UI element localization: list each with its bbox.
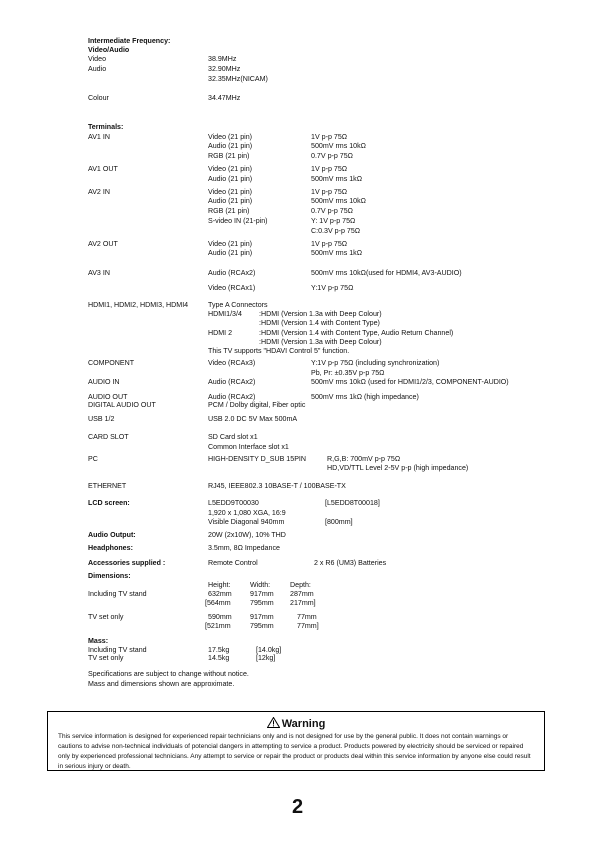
spec-text: Remote Control xyxy=(208,559,258,567)
spec-text: [564mm xyxy=(205,599,231,607)
spec-text: HIGH-DENSITY D_SUB 15PIN xyxy=(208,455,307,463)
spec-text: RGB (21 pin) xyxy=(208,207,250,215)
spec-text: TV set only xyxy=(88,654,124,662)
spec-text: Pb, Pr: ±0.35V p-p 75Ω xyxy=(311,369,385,377)
spec-text: AUDIO IN xyxy=(88,378,120,386)
spec-text: SD Card slot x1 xyxy=(208,433,258,441)
spec-text: 500mV rms 10kΩ xyxy=(311,142,366,150)
spec-text: AV3 IN xyxy=(88,269,110,277)
spec-text: 1V p-p 75Ω xyxy=(311,188,348,196)
spec-text: AV1 OUT xyxy=(88,165,118,173)
spec-text: Type A Connectors xyxy=(208,301,268,309)
spec-text: [14.0kg] xyxy=(256,646,282,654)
spec-text: 1,920 x 1,080 XGA, 16:9 xyxy=(208,509,286,517)
spec-text: 20W (2x10W), 10% THD xyxy=(208,531,286,539)
spec-text: Height: xyxy=(208,581,231,589)
spec-text: 500mV rms 1kΩ xyxy=(311,175,363,183)
spec-text: Common Interface slot x1 xyxy=(208,443,289,451)
spec-text: 500mV rms 1kΩ (high impedance) xyxy=(311,393,419,401)
spec-text: 217mm] xyxy=(290,599,316,607)
spec-text: 917mm xyxy=(250,613,274,621)
spec-text: Audio (RCAx2) xyxy=(208,269,256,277)
warning-triangle-icon xyxy=(267,717,280,728)
section-heading: Headphones: xyxy=(88,544,133,552)
spec-text: AV2 OUT xyxy=(88,240,118,248)
spec-text: 1V p-p 75Ω xyxy=(311,165,348,173)
spec-text: 500mV rms 10kΩ(used for HDMI4, AV3-AUDIO) xyxy=(311,269,462,277)
spec-text: 500mV rms 10kΩ xyxy=(311,197,366,205)
spec-text: 500mV rms 1kΩ xyxy=(311,249,363,257)
spec-text: USB 2.0 DC 5V Max 500mA xyxy=(208,415,298,423)
warning-box xyxy=(47,711,545,771)
spec-text: 34.47MHz xyxy=(208,94,241,102)
spec-text: HDMI1/3/4 xyxy=(208,310,242,318)
spec-text: HD,VD/TTL Level 2-5V p-p (high impedance) xyxy=(327,464,469,472)
section-heading: Audio Output: xyxy=(88,531,136,539)
spec-text: 795mm xyxy=(250,599,274,607)
spec-text: C:0.3V p-p 75Ω xyxy=(311,227,361,235)
spec-text: 632mm xyxy=(208,590,232,598)
warning-text: This service information is designed for experienced repair technicians only and is not designed for use by the general public. It does not contain warnings or cautions to advise non-technical individuals of potencial dangers in attempting to service a product. Products powered by electricity should be serviced or repaired only by experienced professional technicians. Any attempt to service or repair the product or products deal within this service information by anyone else could result in serious injury or death. xyxy=(58,733,531,770)
spec-text: Y: 1V p-p 75Ω xyxy=(311,217,356,225)
spec-text: Y:1V p-p 75Ω (including synchronization) xyxy=(311,359,440,367)
section-heading: Accessories supplied : xyxy=(88,559,166,567)
spec-text: S-video IN (21-pin) xyxy=(208,217,268,225)
spec-text: PC xyxy=(88,455,98,463)
spec-text: 0.7V p-p 75Ω xyxy=(311,152,353,160)
spec-text: TV set only xyxy=(88,613,124,621)
spec-text: Audio (21 pin) xyxy=(208,197,253,205)
spec-text: [L5EDD8T00018] xyxy=(325,499,380,507)
spec-text: Audio (RCAx2) xyxy=(208,393,256,401)
warning-title: Warning xyxy=(281,718,326,730)
page-number: 2 xyxy=(291,796,304,818)
spec-text: Including TV stand xyxy=(88,590,147,598)
spec-text: AV1 IN xyxy=(88,133,110,141)
spec-text: Y:1V p-p 75Ω xyxy=(311,284,354,292)
spec-text: ETHERNET xyxy=(88,482,127,490)
spec-text: CARD SLOT xyxy=(88,433,129,441)
section-heading: LCD screen: xyxy=(88,499,130,507)
spec-text: :HDMI (Version 1.3a with Deep Colour) xyxy=(259,310,382,318)
spec-text: Video (RCAx1) xyxy=(208,284,256,292)
spec-text: Video xyxy=(88,55,107,63)
spec-text: AUDIO OUT xyxy=(88,393,128,401)
spec-text: 590mm xyxy=(208,613,232,621)
warning-heading xyxy=(48,717,544,731)
spec-text: 77mm] xyxy=(297,622,319,630)
section-heading: Intermediate Frequency: xyxy=(88,37,171,45)
spec-text: Visible Diagonal 940mm xyxy=(208,518,285,526)
spec-text: 77mm xyxy=(297,613,317,621)
spec-text: 1V p-p 75Ω xyxy=(311,133,348,141)
spec-text: RJ45, IEEE802.3 10BASE-T / 100BASE-TX xyxy=(208,482,346,490)
spec-text: 500mV rms 10kΩ (used for HDMI1/2/3, COMPONENT-AUDIO) xyxy=(311,378,509,386)
spec-text: 795mm xyxy=(250,622,274,630)
spec-text: [12kg] xyxy=(256,654,276,662)
spec-text: 2 x R6 (UM3) Batteries xyxy=(314,559,387,567)
spec-text: Specifications are subject to change without notice. xyxy=(88,670,249,678)
spec-text: Video (21 pin) xyxy=(208,133,253,141)
spec-text: Depth: xyxy=(290,581,311,589)
spec-text: [521mm xyxy=(205,622,231,630)
spec-text: Video (RCAx3) xyxy=(208,359,256,367)
spec-text: Mass and dimensions shown are approximate. xyxy=(88,680,235,688)
spec-text: Audio (RCAx2) xyxy=(208,378,256,386)
spec-text: 3.5mm, 8Ω Impedance xyxy=(208,544,280,552)
spec-text: L5EDD9T00030 xyxy=(208,499,259,507)
spec-text: :HDMI (Version 1.4 with Content Type) xyxy=(259,319,380,327)
spec-text: Width: xyxy=(250,581,271,589)
spec-text: Video (21 pin) xyxy=(208,240,253,248)
spec-text: 38.9MHz xyxy=(208,55,237,63)
spec-text: 1V p-p 75Ω xyxy=(311,240,348,248)
section-heading: Mass: xyxy=(88,637,109,645)
spec-text: Audio (21 pin) xyxy=(208,142,253,150)
spec-text: HDMI1, HDMI2, HDMI3, HDMI4 xyxy=(88,301,189,309)
spec-text: R,G,B: 700mV p-p 75Ω xyxy=(327,455,401,463)
spec-text: AV2 IN xyxy=(88,188,110,196)
section-heading: Terminals: xyxy=(88,123,124,131)
section-heading: Dimensions: xyxy=(88,572,131,580)
spec-text: DIGITAL AUDIO OUT xyxy=(88,401,156,409)
spec-text: Video (21 pin) xyxy=(208,165,253,173)
section-heading: Video/Audio xyxy=(88,46,130,54)
spec-text: USB 1/2 xyxy=(88,415,115,423)
spec-text: 287mm xyxy=(290,590,314,598)
spec-text: HDMI 2 xyxy=(208,329,233,337)
spec-text: COMPONENT xyxy=(88,359,135,367)
spec-text: 17.5kg xyxy=(208,646,230,654)
spec-text: Colour xyxy=(88,94,109,102)
spec-text: RGB (21 pin) xyxy=(208,152,250,160)
spec-text: [800mm] xyxy=(325,518,353,526)
spec-text: 32.35MHz(NICAM) xyxy=(208,75,268,83)
spec-text: Audio xyxy=(88,65,107,73)
spec-text: 0.7V p-p 75Ω xyxy=(311,207,353,215)
spec-text: 14.5kg xyxy=(208,654,230,662)
spec-text: Video (21 pin) xyxy=(208,188,253,196)
spec-text: Including TV stand xyxy=(88,646,147,654)
spec-text: Audio (21 pin) xyxy=(208,175,253,183)
spec-text: 32.90MHz xyxy=(208,65,241,73)
spec-text: :HDMI (Version 1.3a with Deep Colour) xyxy=(259,338,382,346)
spec-text: :HDMI (Version 1.4 with Content Type, Audio Return Channel) xyxy=(259,329,454,337)
spec-text: This TV supports "HDAVI Control 5" function. xyxy=(208,347,350,355)
spec-text: 917mm xyxy=(250,590,274,598)
spec-text: Audio (21 pin) xyxy=(208,249,253,257)
spec-text: PCM / Dolby digital, Fiber optic xyxy=(208,401,306,409)
